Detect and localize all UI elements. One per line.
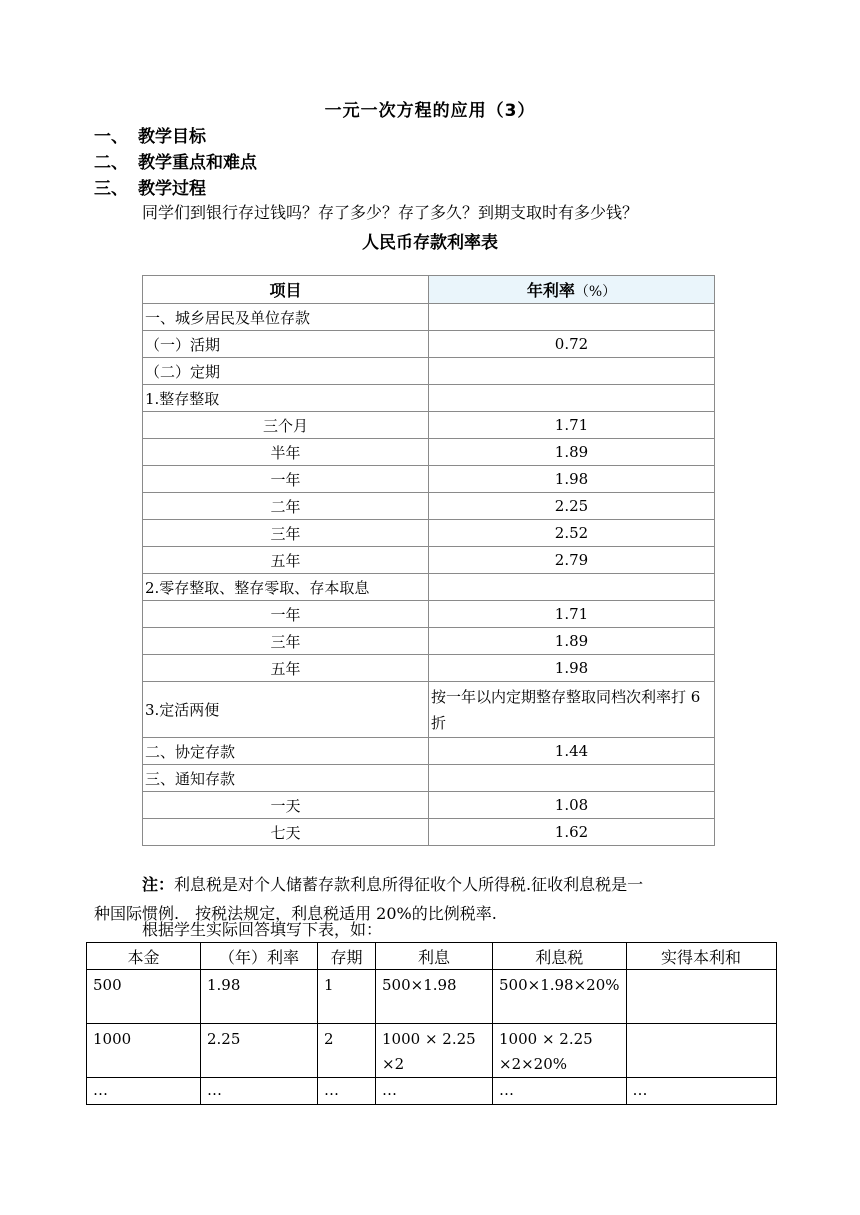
rate-table-row — [143, 520, 715, 547]
rate-value-cell: 1.71 — [429, 601, 715, 628]
rate-table-row — [143, 412, 715, 439]
rate-item-cell: 五年 — [143, 547, 429, 574]
rate-table-row — [143, 331, 715, 358]
interest-header-cell: 利息税 — [493, 943, 627, 970]
rate-table-row — [143, 574, 715, 601]
rate-item-cell: 三年 — [143, 628, 429, 655]
section-heading-goals — [94, 122, 206, 147]
rate-value-cell: 1.08 — [429, 792, 715, 819]
rate-value-cell: 1.44 — [429, 738, 715, 765]
rate-value-cell — [429, 574, 715, 601]
interest-cell: 1000 × 2.25 ×2 — [376, 1024, 493, 1078]
rate-value-cell: 按一年以内定期整存整取同档次利率打 6 折 — [429, 682, 715, 738]
section-number: 二、 — [94, 153, 128, 173]
rate-item-cell: 三、通知存款 — [143, 765, 429, 792]
rate-table-row — [143, 439, 715, 466]
interest-cell: … — [87, 1078, 201, 1105]
rate-item-cell: 二年 — [143, 493, 429, 520]
rate-item-cell: 三年 — [143, 520, 429, 547]
rate-item-cell: 半年 — [143, 439, 429, 466]
interest-cell: 1000 × 2.25 ×2×20% — [493, 1024, 627, 1078]
interest-table-row — [87, 1024, 777, 1078]
rate-item-cell: 五年 — [143, 655, 429, 682]
interest-cell: 2 — [318, 1024, 376, 1078]
fill-instruction: 根据学生实际回答填写下表，如： — [142, 920, 383, 939]
interest-table-row — [87, 1078, 777, 1105]
interest-table-header — [87, 943, 777, 970]
rate-table-row — [143, 601, 715, 628]
interest-cell: … — [626, 1078, 776, 1105]
rate-item-cell: （一）活期 — [143, 331, 429, 358]
rate-table-row — [143, 628, 715, 655]
rate-value-cell: 1.98 — [429, 655, 715, 682]
interest-header-cell: 利息 — [376, 943, 493, 970]
interest-header-cell: 存期 — [318, 943, 376, 970]
interest-cell: 1 — [318, 970, 376, 1024]
interest-cell: … — [201, 1078, 318, 1105]
section-heading-process — [94, 174, 206, 199]
note-text-continued: 种国际惯例. 按税法规定，利息税适用 20%的比例税率. — [94, 904, 497, 923]
rate-item-cell: 2.零存整取、整存零取、存本取息 — [143, 574, 429, 601]
rate-value-cell — [429, 358, 715, 385]
interest-cell: 500×1.98 — [376, 970, 493, 1024]
rate-item-cell: 一年 — [143, 601, 429, 628]
interest-cell: … — [318, 1078, 376, 1105]
note-text: 利息税是对个人储蓄存款利息所得征收个人所得税.征收利息税是一 — [174, 875, 644, 894]
interest-table-row — [87, 970, 777, 1024]
rate-value-cell — [429, 765, 715, 792]
rate-table-row — [143, 655, 715, 682]
section-label: 教学目标 — [138, 127, 206, 147]
rate-table-row — [143, 738, 715, 765]
header-rate: 年利率（%） — [429, 276, 715, 304]
rate-item-cell: 3.定活两便 — [143, 682, 429, 738]
rate-value-cell — [429, 304, 715, 331]
interest-cell: 500×1.98×20% — [493, 970, 627, 1024]
interest-table — [86, 942, 777, 1105]
interest-cell: … — [493, 1078, 627, 1105]
rate-table-row — [143, 304, 715, 331]
interest-cell: 1000 — [87, 1024, 201, 1078]
rate-value-cell: 1.89 — [429, 439, 715, 466]
note-label: 注： — [142, 875, 175, 894]
rate-table-row — [143, 819, 715, 846]
rate-value-cell: 2.79 — [429, 547, 715, 574]
rate-value-cell: 1.62 — [429, 819, 715, 846]
rate-value-cell: 1.98 — [429, 466, 715, 493]
section-label: 教学重点和难点 — [138, 153, 257, 173]
rate-item-cell: 二、协定存款 — [143, 738, 429, 765]
interest-cell: … — [376, 1078, 493, 1105]
rate-table-header — [143, 276, 715, 304]
rate-table-row — [143, 547, 715, 574]
interest-header-cell: 本金 — [87, 943, 201, 970]
rate-item-cell: （二）定期 — [143, 358, 429, 385]
header-item: 项目 — [143, 276, 429, 304]
rate-value-cell: 2.52 — [429, 520, 715, 547]
interest-cell: 500 — [87, 970, 201, 1024]
interest-header-cell: 实得本利和 — [626, 943, 776, 970]
rate-table — [142, 275, 715, 846]
rate-value-cell: 0.72 — [429, 331, 715, 358]
rate-item-cell: 七天 — [143, 819, 429, 846]
rate-item-cell: 一年 — [143, 466, 429, 493]
rate-table-row — [143, 385, 715, 412]
rate-item-cell: 一天 — [143, 792, 429, 819]
rate-item-cell: 一、城乡居民及单位存款 — [143, 304, 429, 331]
section-heading-key-points — [94, 148, 257, 173]
rate-table-row — [143, 466, 715, 493]
rate-table-row — [143, 792, 715, 819]
interest-cell — [626, 970, 776, 1024]
interest-cell: 2.25 — [201, 1024, 318, 1078]
rate-value-cell: 2.25 — [429, 493, 715, 520]
document-title: 一元一次方程的应用（3） — [324, 101, 536, 121]
rate-item-cell: 1.整存整取 — [143, 385, 429, 412]
rate-item-cell: 三个月 — [143, 412, 429, 439]
interest-cell — [626, 1024, 776, 1078]
interest-cell: 1.98 — [201, 970, 318, 1024]
section-label: 教学过程 — [138, 179, 206, 199]
section-number: 三、 — [94, 179, 128, 199]
rate-table-row — [143, 765, 715, 792]
intro-paragraph: 同学们到银行存过钱吗？存了多少？存了多久？到期支取时有多少钱？ — [142, 203, 639, 222]
rate-value-cell — [429, 385, 715, 412]
section-number: 一、 — [94, 127, 128, 147]
interest-header-cell: （年）利率 — [201, 943, 318, 970]
rate-table-title: 人民币存款利率表 — [362, 233, 498, 253]
header-rate-unit: （%） — [574, 284, 617, 300]
rate-table-row — [143, 493, 715, 520]
rate-value-cell: 1.89 — [429, 628, 715, 655]
rate-table-row — [143, 358, 715, 385]
rate-value-cell: 1.71 — [429, 412, 715, 439]
rate-table-row — [143, 682, 715, 738]
